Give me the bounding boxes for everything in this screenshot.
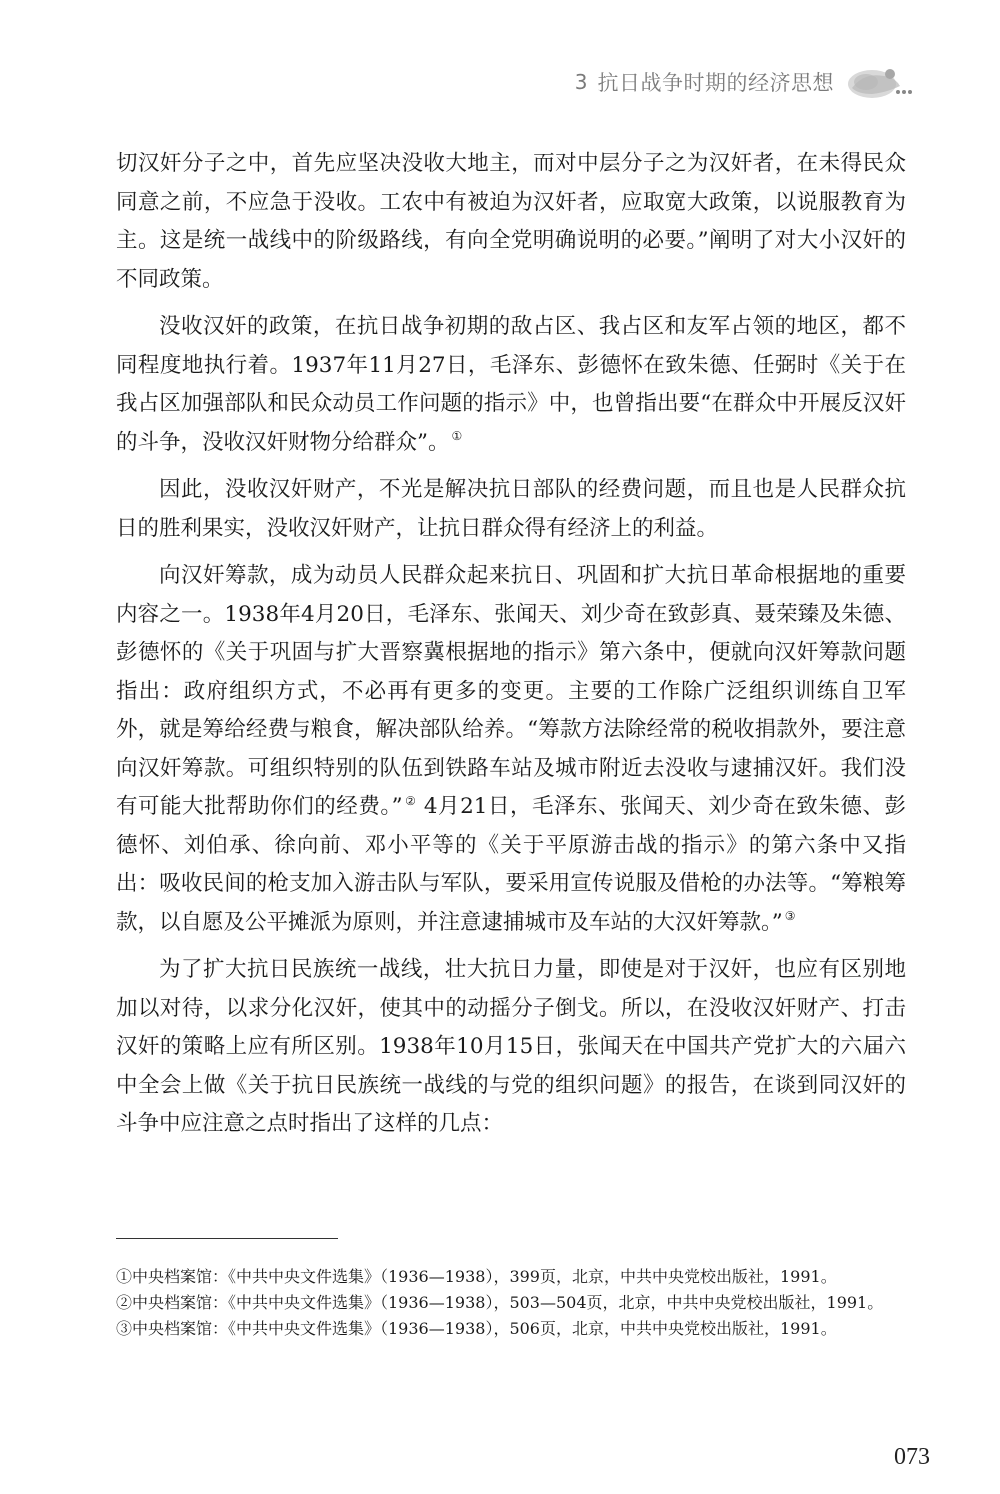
paragraph-4: 向汉奸筹款，成为动员人民群众起来抗日、巩固和扩大抗日革命根据地的重要内容之一。1938年4月20日，毛泽东、张闻天、刘少奇在致彭真、聂荣臻及朱德、彭德怀的《关于巩固与扩大晋察冀根据地的指示》第六条中，便就向汉奸筹款问题指出：政府组织方式，不必再有更多的变更。主要的工作除广泛组织训练自卫军外，就是筹给经费与粮食，解决部队给养。“筹款方法除经常的税收捐款外，要注意向汉奸筹款。可组织特别的队伍到铁路车站及城市附近去没收与逮捕汉奸。我们没有可能大批帮助你们的经费。” ② 4月21日，毛泽东、张闻天、刘少奇在致朱德、彭德怀、刘伯承、徐向前、邓小平等的《关于平原游击战的指示》的第六条中又指出：吸收民间的枪支加入游击队与军队，要采用宣传说服及借枪的办法等。“筹粮筹款，以自愿及公平摊派为原则，并注意逮捕城市及车站的大汉奸筹款。” ③ bbox=[116, 563, 907, 935]
footnote-3: ③中央档案馆：《中共中央文件选集》（1936—1938），506页，北京，中共中央党校出版社，1991。 bbox=[116, 1319, 837, 1338]
paragraph-1: 切汉奸分子之中，首先应坚决没收大地主，而对中层分子之为汉奸者，在未得民众同意之前，不应急于没收。工农中有被迫为汉奸者，应取宽大政策，以说服教育为主。这是统一战线中的阶级路线，有向全党明确说明的必要。”阐明了对大小汉奸的不同政策。 bbox=[116, 151, 906, 292]
footnote-ref-2[interactable]: ② bbox=[404, 793, 417, 808]
footnotes bbox=[116, 1265, 906, 1343]
header-ornament-icon bbox=[844, 62, 914, 102]
running-header bbox=[575, 62, 914, 102]
footnote-ref-1[interactable]: ① bbox=[451, 429, 463, 444]
page-number: 073 bbox=[894, 1444, 930, 1470]
chapter-number: 3 bbox=[574, 70, 588, 94]
footnote-2: ②中央档案馆：《中共中央文件选集》（1936—1938），503—504页，北京，中共中央党校出版社，1991。 bbox=[116, 1293, 884, 1312]
paragraph-2: 没收汉奸的政策，在抗日战争初期的敌占区、我占区和友军占领的地区，都不同程度地执行着。1937年11月27日，毛泽东、彭德怀在致朱德、任弼时《关于在我占区加强部队和民众动员工作问题的指示》中，也曾指出要“在群众中开展反汉奸的斗争，没收汉奸财物分给群众”。 ① bbox=[116, 314, 906, 455]
footnote-ref-3[interactable]: ③ bbox=[784, 909, 796, 924]
body-text bbox=[116, 145, 906, 1153]
chapter-title: 抗日战争时期的经济思想 bbox=[597, 71, 834, 95]
paragraph-3: 因此，没收汉奸财产，不光是解决抗日部队的经费问题，而且也是人民群众抗日的胜利果实，没收汉奸财产，让抗日群众得有经济上的利益。 bbox=[116, 477, 906, 541]
footnote-divider bbox=[116, 1238, 338, 1239]
footnote-1: ①中央档案馆：《中共中央文件选集》（1936—1938），399页，北京，中共中央党校出版社，1991。 bbox=[116, 1267, 837, 1286]
paragraph-5: 为了扩大抗日民族统一战线，壮大抗日力量，即使是对于汉奸，也应有区别地加以对待，以求分化汉奸，使其中的动摇分子倒戈。所以，在没收汉奸财产、打击汉奸的策略上应有所区别。1938年10月15日，张闻天在中国共产党扩大的六届六中全会上做《关于抗日民族统一战线的与党的组织问题》的报告，在谈到同汉奸的斗争中应注意之点时指出了这样的几点： bbox=[116, 957, 906, 1136]
